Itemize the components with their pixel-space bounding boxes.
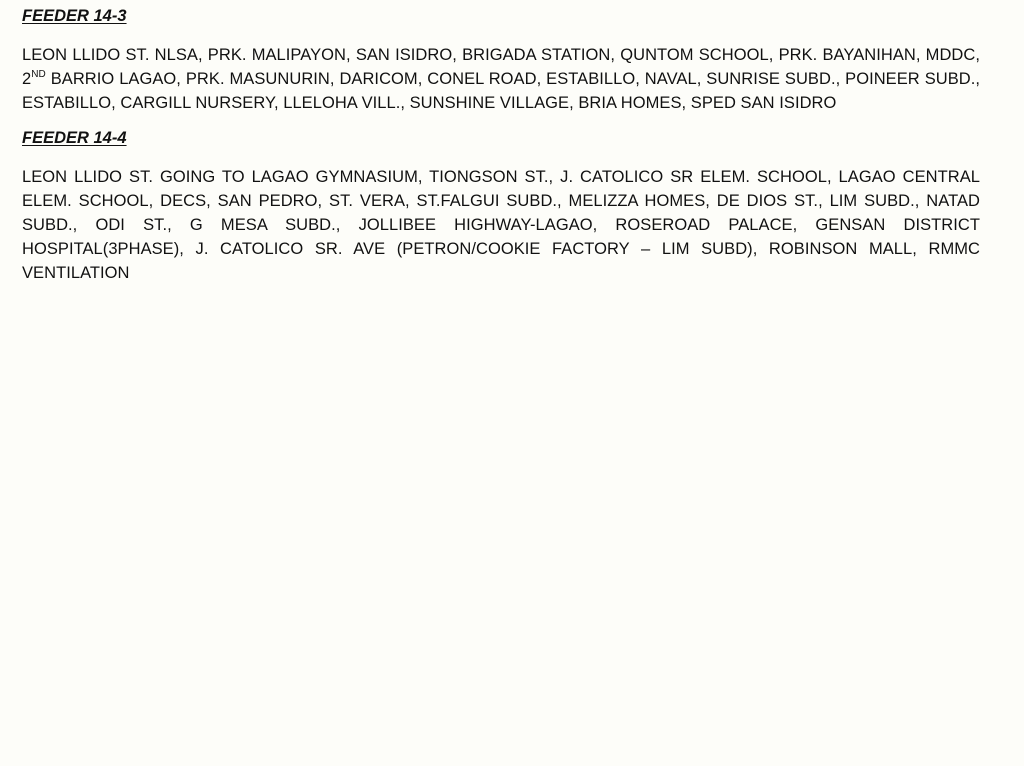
ordinal-suffix: ND: [31, 69, 46, 80]
feeder-14-3-text-part-1: LEON LLIDO ST. NLSA, PRK. MALIPAYON, SAN ISIDRO, BRIGADA STATION, QUNTOM SCHOOL, PRK. BAYANIHAN, MDDC, 2: [22, 46, 980, 88]
feeder-14-3-heading: FEEDER 14-3: [22, 7, 127, 25]
feeder-14-3-area-list: [22, 43, 980, 115]
feeder-14-3-text-part-2: BARRIO LAGAO, PRK. MASUNURIN, DARICOM, CONEL ROAD, ESTABILLO, NAVAL, SUNRISE SUBD., POINEER SUBD., ESTABILLO, CARGILL NURSERY, LLELOHA VILL., SUNSHINE VILLAGE, BRIA HOMES, SPED SAN ISIDRO: [22, 70, 980, 112]
feeder-14-4-heading: FEEDER 14-4: [22, 129, 127, 147]
feeder-14-4-area-list: LEON LLIDO ST. GOING TO LAGAO GYMNASIUM, TIONGSON ST., J. CATOLICO SR ELEM. SCHOOL, LAGAO CENTRAL ELEM. SCHOOL, DECS, SAN PEDRO, ST. VERA, ST.FALGUI SUBD., MELIZZA HOMES, DE DIOS ST., LIM SUBD., NATAD SUBD., ODI ST., G MESA SUBD., JOLLIBEE HIGHWAY-LAGAO, ROSEROAD PALACE, GENSAN DISTRICT HOSPITAL(3PHASE), J. CATOLICO SR. AVE (PETRON/COOKIE FACTORY – LIM SUBD), ROBINSON MALL, RMMC VENTILATION: [22, 168, 980, 282]
